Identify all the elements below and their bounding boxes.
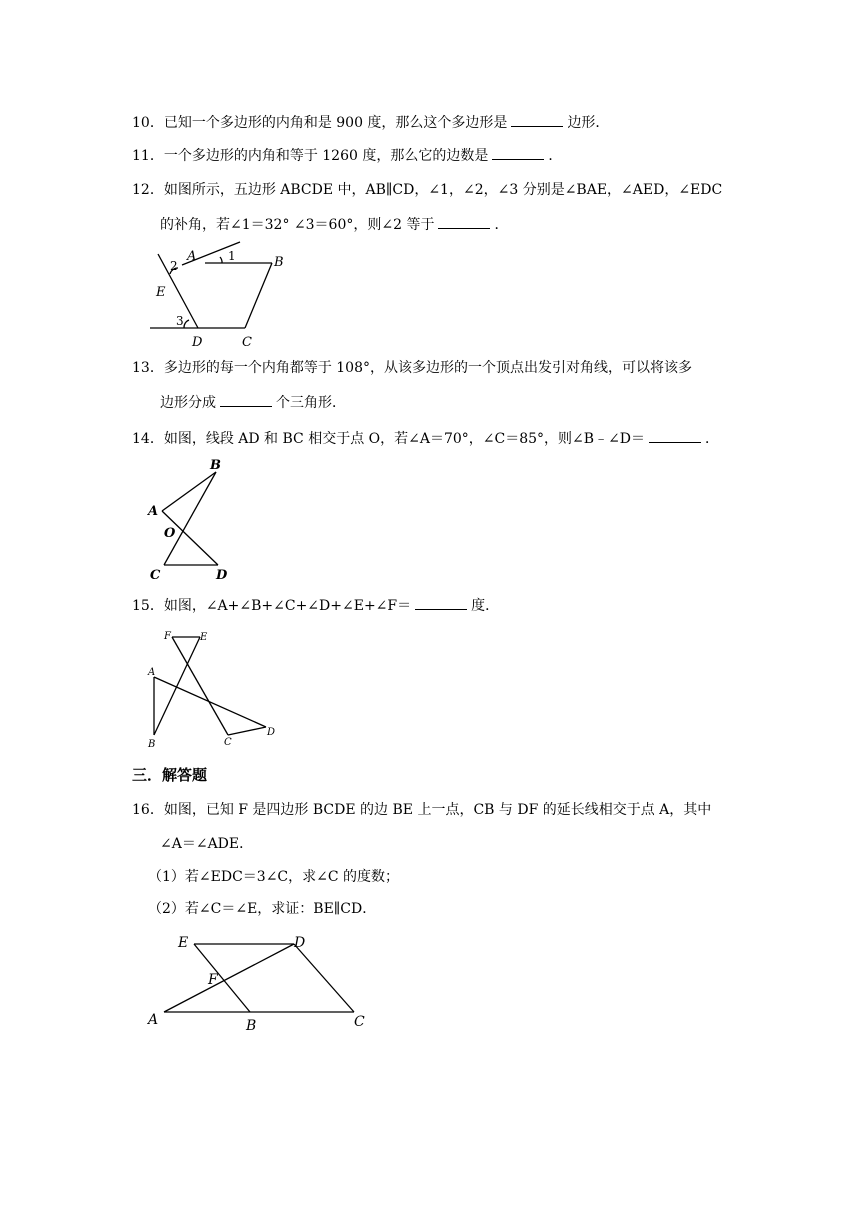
question-16-line2: ∠A＝∠ADE． — [160, 836, 254, 852]
question-13-line2 — [160, 392, 346, 413]
answer-blank[interactable] — [438, 214, 490, 229]
label-d: D — [267, 727, 276, 738]
question-15-suffix: 度． — [471, 598, 500, 614]
angle-3-arc — [184, 320, 189, 328]
segment-dc — [294, 944, 354, 1012]
segment-ad — [164, 944, 294, 1012]
question-12-text: 的补角，若∠1＝32° ∠3＝60°，则∠2 等于 — [160, 217, 435, 233]
label-e: E — [156, 285, 166, 300]
answer-blank[interactable] — [220, 392, 272, 407]
question-12-line1: 12．如图所示，五边形 ABCDE 中，AB∥CD，∠1，∠2，∠3 分别是∠BAE，∠AED，∠EDC — [132, 182, 723, 198]
question-16-part-2: （2）若∠C＝∠E，求证：BE∥CD． — [148, 901, 377, 917]
label-angle-2: 2 — [170, 259, 178, 273]
question-12-line2 — [160, 214, 508, 235]
segment-eb — [194, 944, 250, 1012]
label-e: E — [178, 935, 189, 951]
label-b: B — [210, 458, 221, 473]
segment-fc — [172, 637, 228, 735]
answer-blank[interactable] — [492, 145, 544, 160]
figure-quadrilateral — [140, 930, 380, 1034]
label-a: A — [148, 1012, 159, 1028]
label-e: E — [200, 632, 208, 643]
question-11-text: 11．一个多边形的内角和等于 1260 度，那么它的边数是 — [132, 148, 489, 164]
segment-bc — [164, 472, 216, 565]
label-d: D — [294, 935, 306, 951]
label-angle-3: 3 — [176, 314, 184, 328]
figure-crossing-segments — [140, 455, 250, 583]
label-c: C — [242, 335, 252, 350]
question-15 — [132, 595, 499, 616]
figure-six-angles — [140, 625, 290, 753]
question-11 — [132, 145, 562, 166]
label-o: O — [164, 526, 176, 541]
question-10-suffix: 边形． — [567, 115, 610, 131]
label-f: F — [164, 631, 171, 642]
figure-pentagon — [140, 238, 300, 350]
question-14-text: 14．如图，线段 AD 和 BC 相交于点 O，若∠A＝70°，∠C＝85°，则∠B﹣∠D＝ — [132, 431, 646, 447]
question-13-text: 边形分成 — [160, 395, 216, 411]
question-13-suffix: 个三角形． — [276, 395, 346, 411]
question-13-line1: 13．多边形的每一个内角都等于 108°，从该多边形的一个顶点出发引对角线，可以将该多 — [132, 360, 692, 376]
question-16-line1: 16．如图，已知 F 是四边形 BCDE 的边 BE 上一点，CB 与 DF 的延长线相交于点 A，其中 — [132, 802, 712, 818]
label-d: D — [192, 335, 203, 350]
question-16-part-1: （1）若∠EDC＝3∠C，求∠C 的度数； — [148, 869, 400, 885]
label-b: B — [148, 739, 156, 750]
label-c: C — [150, 568, 161, 583]
segment-cd — [228, 727, 266, 735]
question-10-text: 10．已知一个多边形的内角和是 900 度，那么这个多边形是 — [132, 115, 508, 131]
section-title: 三．解答题 — [132, 766, 208, 784]
segment-ad — [154, 677, 266, 727]
answer-blank[interactable] — [649, 428, 701, 443]
answer-blank[interactable] — [511, 112, 563, 127]
label-c: C — [224, 737, 232, 748]
question-14 — [132, 428, 719, 449]
label-c: C — [354, 1014, 365, 1030]
label-a: A — [187, 249, 197, 264]
label-angle-1: 1 — [228, 249, 236, 263]
question-15-text: 15．如图，∠A+∠B+∠C+∠D+∠E+∠F＝ — [132, 598, 412, 614]
label-b: B — [246, 1018, 257, 1034]
question-12-suffix: ． — [494, 217, 509, 233]
label-a: A — [148, 667, 156, 678]
question-14-suffix: ． — [705, 431, 720, 447]
answer-blank[interactable] — [415, 595, 467, 610]
angle-1-arc — [220, 257, 222, 263]
label-b: B — [274, 255, 284, 270]
label-a: A — [148, 504, 159, 519]
question-11-suffix: ． — [548, 148, 563, 164]
segment-eb — [154, 637, 200, 735]
question-10 — [132, 112, 609, 133]
label-d: D — [216, 568, 228, 583]
label-f: F — [208, 972, 218, 988]
segment-ab — [162, 472, 216, 511]
segment-bc — [245, 263, 272, 328]
